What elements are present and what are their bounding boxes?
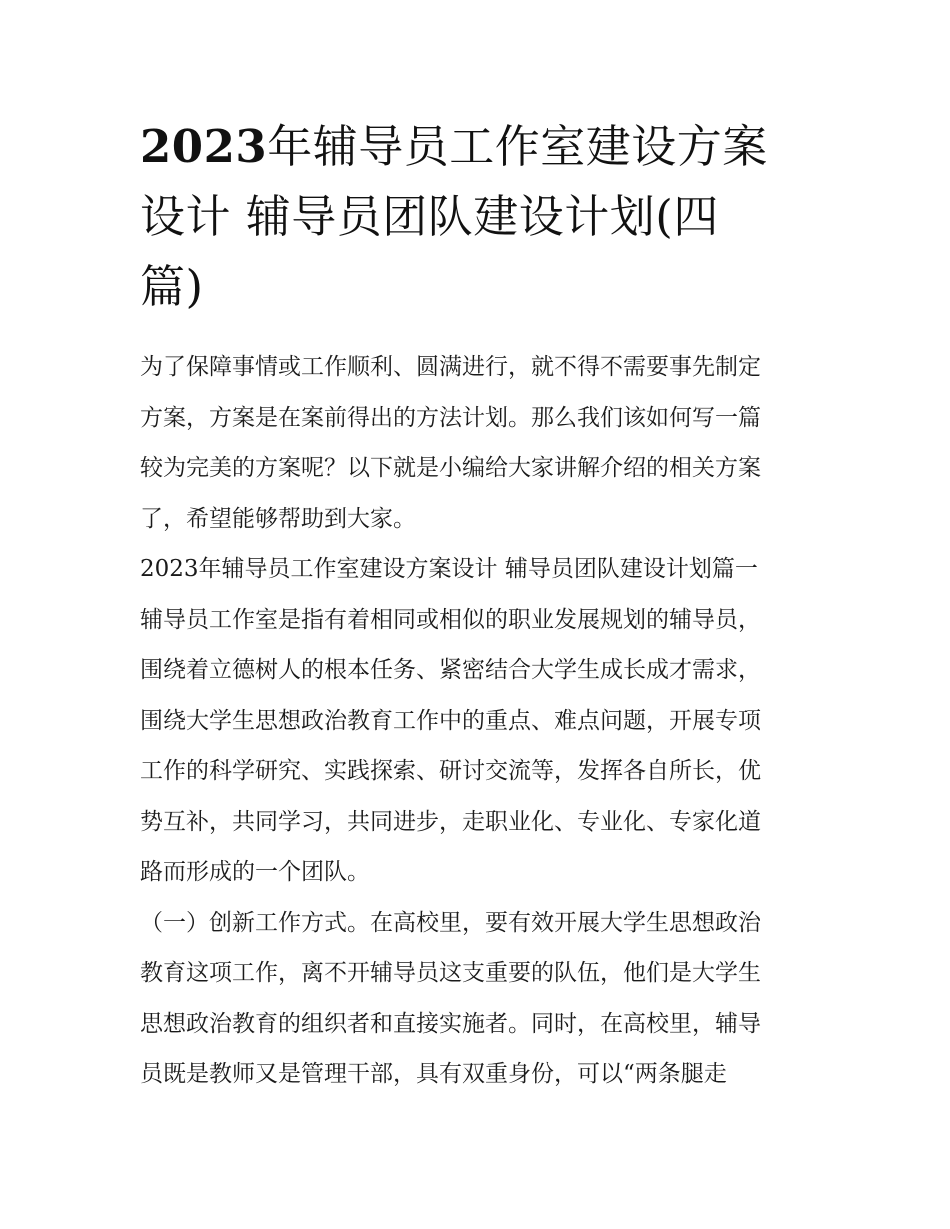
point-one-paragraph [140, 898, 812, 1100]
text-line: 辅导员工作室是指有着相同或相似的职业发展规划的辅导员， [140, 606, 761, 633]
text-line: 路而形成的一个团队。 [140, 859, 370, 885]
title-line [140, 112, 812, 182]
definition-paragraph [140, 595, 812, 898]
text-line: 较为完美的方案呢？以下就是小编给大家讲解介绍的相关方案 [140, 455, 761, 481]
document-title [140, 112, 812, 322]
text-line: 教育这项工作，离不开辅导员这支重要的队伍，他们是大学生 [140, 960, 761, 986]
text-line: 2023年辅导员工作室建设方案设计 辅导员团队建设计划篇一 [140, 556, 758, 582]
section-heading-paragraph [140, 544, 812, 595]
intro-paragraph [140, 342, 812, 544]
title-year: 2023 [140, 120, 268, 173]
text-line: 为了保障事情或工作顺利、圆满进行，就不得不需要事先制定 [140, 354, 761, 380]
text-line: 围绕着立德树人的根本任务、紧密结合大学生成长成才需求， [140, 657, 761, 683]
text-line: 围绕大学生思想政治教育工作中的重点、难点问题，开展专项 [140, 707, 761, 734]
text-line: 势互补，共同学习，共同进步，走职业化、专业化、专家化道 [140, 808, 761, 835]
text-line: 员既是教师又是管理干部，具有双重身份，可以“两条腿走 [140, 1061, 727, 1087]
document-content [140, 112, 812, 1100]
document-body [140, 342, 812, 1100]
title-line-1-rest: 年辅导员工作室建设方案 [267, 120, 768, 173]
text-line: （一）创新工作方式。在高校里，要有效开展大学生思想政治 [140, 909, 761, 936]
text-line: 了，希望能够帮助到大家。 [140, 505, 416, 532]
title-line: 设计 辅导员团队建设计划(四 [140, 190, 719, 243]
text-line: 思想政治教育的组织者和直接实施者。同时，在高校里，辅导 [140, 1010, 761, 1037]
title-line: 篇) [140, 260, 204, 313]
text-line: 工作的科学研究、实践探索、研讨交流等，发挥各自所长，优 [140, 758, 761, 784]
text-line: 方案，方案是在案前得出的方法计划。那么我们该如何写一篇 [140, 404, 761, 431]
